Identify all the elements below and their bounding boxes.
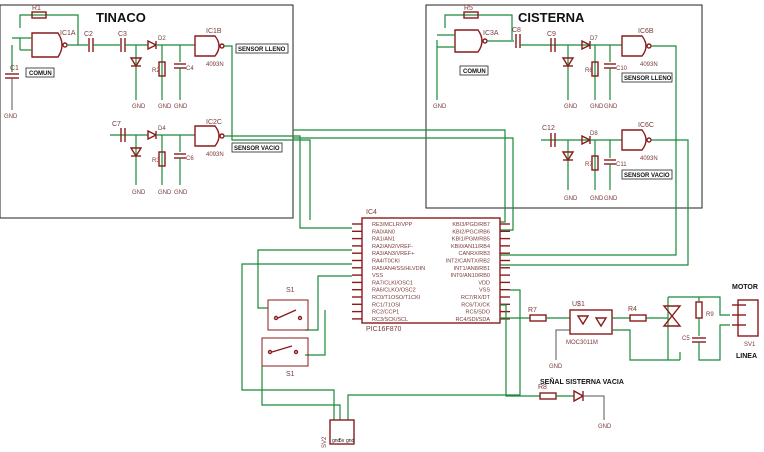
mcu-left-pin-label: RA5/AN4/SS/HLVDIN bbox=[372, 265, 426, 272]
cisterna-ic6b-label: IC6B bbox=[638, 28, 654, 35]
tinaco-ic1b-out bbox=[224, 46, 310, 220]
output-r4-resistor bbox=[630, 315, 646, 321]
s1b-contact2 bbox=[295, 351, 298, 354]
opto-return bbox=[612, 330, 680, 360]
cisterna-ic3a-bubble bbox=[483, 39, 487, 43]
cisterna-ic6c-bubble bbox=[647, 138, 651, 142]
cisterna-gnd6-label: GND bbox=[590, 196, 604, 202]
cisterna-c10-label: C10 bbox=[616, 66, 628, 72]
cisterna-sensor-lleno-label: SENSOR LLENO bbox=[624, 76, 672, 82]
tinaco-r3-label: R3 bbox=[152, 158, 160, 164]
tinaco-d4-label: D4 bbox=[158, 126, 166, 132]
tinaco-sensor-lleno-label: SENSOR LLENO bbox=[238, 47, 286, 53]
mcu-right-pin-label: KBI2/PGC/RB6 bbox=[452, 229, 490, 236]
output-r8-label: R8 bbox=[538, 384, 547, 391]
cisterna-sensor-vacio-label: SENSOR VACIO bbox=[624, 173, 670, 179]
motor-label: MOTOR bbox=[732, 284, 758, 291]
cisterna-ic6c-part: 4093N bbox=[640, 156, 658, 162]
tinaco-c6-label: C6 bbox=[186, 156, 194, 162]
mcu-left-pins bbox=[352, 222, 425, 323]
tinaco-title: TINACO bbox=[96, 10, 146, 25]
cisterna-ic6c-out bbox=[500, 140, 688, 265]
tinaco-ic1b-label: IC1B bbox=[206, 28, 222, 35]
cisterna-gnd4-label: GND bbox=[604, 104, 618, 110]
tinaco-in-link bbox=[12, 38, 20, 50]
mcu-right-pin-label: RC5/SDO bbox=[465, 309, 490, 316]
s1a-contact1 bbox=[275, 317, 278, 320]
cisterna-comun-label: COMUN bbox=[463, 69, 486, 75]
linea-label: LINEA bbox=[736, 353, 757, 360]
status-led bbox=[574, 391, 583, 401]
mcu-to-s1b bbox=[305, 276, 352, 330]
mcu-left-pin-label: VSS bbox=[372, 273, 384, 280]
tinaco-gnd3-label: GND bbox=[158, 104, 172, 110]
cisterna-ic6c-label: IC6C bbox=[638, 122, 654, 129]
led-gnd-label: GND bbox=[598, 424, 612, 430]
tinaco-c2-label: C2 bbox=[84, 31, 93, 38]
mcu-right-pin-label: VDD bbox=[478, 280, 490, 287]
mcu-left-pin-label: RA7/CLKI/OSC1 bbox=[372, 280, 413, 287]
tinaco-vacio-to-mcu bbox=[293, 138, 513, 230]
tinaco-comun-label: COMUN bbox=[29, 71, 52, 77]
tinaco-gnd1-label: GND bbox=[4, 114, 18, 120]
mcu-right-pin-label: RC7/RX/DT bbox=[460, 295, 490, 301]
sv2-label: SV2 bbox=[322, 436, 328, 448]
mcu-right-pin-label: INT1/AN8/RB1 bbox=[453, 265, 490, 272]
mcu-left-pin-label: RC0/T1OSO/T1CKI bbox=[372, 295, 421, 301]
cisterna-ic6b-bubble bbox=[647, 44, 651, 48]
tinaco-d2-diode bbox=[148, 41, 156, 49]
cisterna-ic3a-gate bbox=[455, 30, 482, 52]
mcu-right-pin-label: INT2/CANTX/RB2 bbox=[445, 258, 490, 265]
output-r7-label: R7 bbox=[528, 307, 537, 314]
tinaco-ic2c-label: IC2C bbox=[206, 119, 222, 126]
triac-symbol-a bbox=[664, 306, 680, 316]
mcu-left-pin-label: RC2/CCP1 bbox=[372, 309, 400, 316]
tinaco-c4-label: C4 bbox=[186, 66, 194, 72]
tinaco-gnd7-label: GND bbox=[174, 190, 188, 196]
tinaco-gnd5-label: GND bbox=[132, 190, 146, 196]
mcu-name-label: IC4 bbox=[366, 209, 377, 216]
cisterna-gnd5-label: GND bbox=[564, 196, 578, 202]
tinaco-r1-label: R1 bbox=[32, 5, 41, 12]
cisterna-d7-label: D7 bbox=[590, 36, 598, 42]
mcu-right-pin-label: RC4/SDI/SDA bbox=[455, 316, 490, 323]
tinaco-sensor-vacio-label: SENSOR VACIO bbox=[234, 146, 280, 152]
tinaco-c7-label: C7 bbox=[112, 121, 121, 128]
cisterna-c12-label: C12 bbox=[542, 125, 555, 132]
tinaco-c1-label: C1 bbox=[10, 65, 19, 72]
tinaco-block-frame bbox=[0, 5, 293, 218]
sv1-label: SV1 bbox=[744, 342, 756, 348]
cisterna-r7-label: R7 bbox=[585, 162, 593, 168]
r9-resistor bbox=[696, 302, 702, 318]
tinaco-d2-label: D2 bbox=[158, 36, 166, 42]
mcu-left-pin-label: RC1/T1OSI bbox=[372, 302, 401, 309]
s1a-lever bbox=[278, 310, 296, 318]
tinaco-d4-diode bbox=[148, 131, 156, 139]
cisterna-r6-label: R6 bbox=[585, 68, 593, 74]
tinaco-c3-label: C3 bbox=[118, 31, 127, 38]
cisterna-gnd2-label: GND bbox=[564, 104, 578, 110]
s1b-contact1 bbox=[269, 351, 272, 354]
mcu-left-pin-label: RA6/CLKO/OSC2 bbox=[372, 287, 416, 294]
opto-gnd-label: GND bbox=[549, 364, 563, 370]
r9-label: R9 bbox=[706, 312, 714, 318]
tinaco-ic1b-bubble bbox=[220, 44, 224, 48]
cisterna-r5-label: R5 bbox=[464, 5, 473, 12]
mcu-right-pin-label: KBI3/PGD/RB7 bbox=[452, 222, 490, 228]
cisterna-title: CISTERNA bbox=[518, 10, 585, 25]
opto-ref-label: U$1 bbox=[572, 301, 585, 308]
cisterna-ic3a-label: IC3A bbox=[483, 30, 499, 37]
sv2-pin1: gnd bbox=[332, 438, 341, 444]
mcu-left-pin-label: RE3/MCLR/VPP bbox=[372, 222, 413, 228]
opto-led bbox=[578, 316, 588, 324]
cisterna-ic6b-part: 4093N bbox=[640, 62, 658, 68]
opto-triac bbox=[596, 318, 606, 326]
cisterna-d8-label: D8 bbox=[590, 131, 598, 137]
mcu-left-pin-label: RA1/AN1 bbox=[372, 236, 395, 243]
output-r7-resistor bbox=[530, 315, 546, 321]
cisterna-gnd7-label: GND bbox=[604, 196, 618, 202]
cisterna-c9-label: C9 bbox=[547, 31, 556, 38]
cisterna-ic6c-gate bbox=[622, 130, 646, 150]
mcu-left-pin-label: RA0/AN0 bbox=[372, 229, 395, 236]
tinaco-ic2c-gate bbox=[195, 126, 219, 146]
tinaco-ic1a-gate bbox=[32, 33, 62, 57]
tinaco-ic1a-label: IC1A bbox=[60, 30, 76, 37]
s1b-label: S1 bbox=[286, 371, 295, 378]
tinaco-r2-label: R2 bbox=[152, 68, 160, 74]
tinaco-gnd4-label: GND bbox=[174, 104, 188, 110]
led-gnd-wire bbox=[583, 396, 604, 420]
cisterna-c8-label: C8 bbox=[512, 27, 521, 34]
tinaco-gnd6-label: GND bbox=[158, 190, 172, 196]
opto-part-label: MOC3011M bbox=[566, 340, 598, 346]
tinaco-ic1b-part: 4093N bbox=[206, 62, 224, 68]
mcu-left-pin-label: RC3/SCK/SCL bbox=[372, 316, 409, 323]
cisterna-gnd3-label: GND bbox=[590, 104, 604, 110]
mcu-left-pin-label: RA4/T0CKI bbox=[372, 258, 400, 265]
mcu-part-label: PIC16F870 bbox=[366, 326, 402, 333]
sv2-pin2: 5v bbox=[339, 438, 345, 444]
s1b-lever bbox=[272, 346, 292, 352]
cisterna-gnd1-label: GND bbox=[433, 104, 447, 110]
mcu-right-pin-label: KBI1/PGM/RB5 bbox=[451, 236, 490, 243]
signal-label: SEÑAL SISTERNA VACIA bbox=[540, 379, 624, 386]
mcu-left-pin-label: RA3/AN3/VREF+ bbox=[372, 251, 415, 258]
mcu-to-s1a bbox=[258, 250, 352, 308]
mcu-right-pin-label: VSS bbox=[478, 287, 490, 294]
tinaco-ic2c-bubble bbox=[220, 134, 224, 138]
cisterna-ic6b-gate bbox=[622, 36, 646, 56]
s1a-label: S1 bbox=[286, 287, 295, 294]
mcu-left-pin-label: RA2/AN2/VREF- bbox=[372, 243, 413, 250]
mcu-right-pin-label: KBI0/AN11/RB4 bbox=[450, 243, 490, 250]
cisterna-c11-label: C11 bbox=[616, 162, 627, 168]
tinaco-ic2c-part: 4093N bbox=[206, 152, 224, 158]
s1a-body[interactable] bbox=[268, 300, 308, 330]
tinaco-gnd2-label: GND bbox=[132, 104, 146, 110]
tinaco-ic1b-gate bbox=[195, 36, 219, 56]
mcu-right-pin-label: RC6/TX/CK bbox=[461, 302, 490, 309]
c5-label: C5 bbox=[682, 336, 690, 342]
mcu-right-pin-label: INT0/AN10/RB0 bbox=[450, 273, 490, 280]
s1b-to-connector bbox=[262, 366, 340, 420]
tinaco-ic1a-bubble bbox=[63, 43, 67, 47]
output-r4-label: R4 bbox=[628, 306, 637, 313]
output-r8-resistor bbox=[540, 393, 556, 399]
mcu-right-pin-label: CANRX/RB3 bbox=[458, 251, 490, 258]
s1a-contact2 bbox=[299, 317, 302, 320]
optocoupler-body bbox=[570, 310, 612, 334]
sv2-pin3: gnd bbox=[346, 438, 355, 444]
